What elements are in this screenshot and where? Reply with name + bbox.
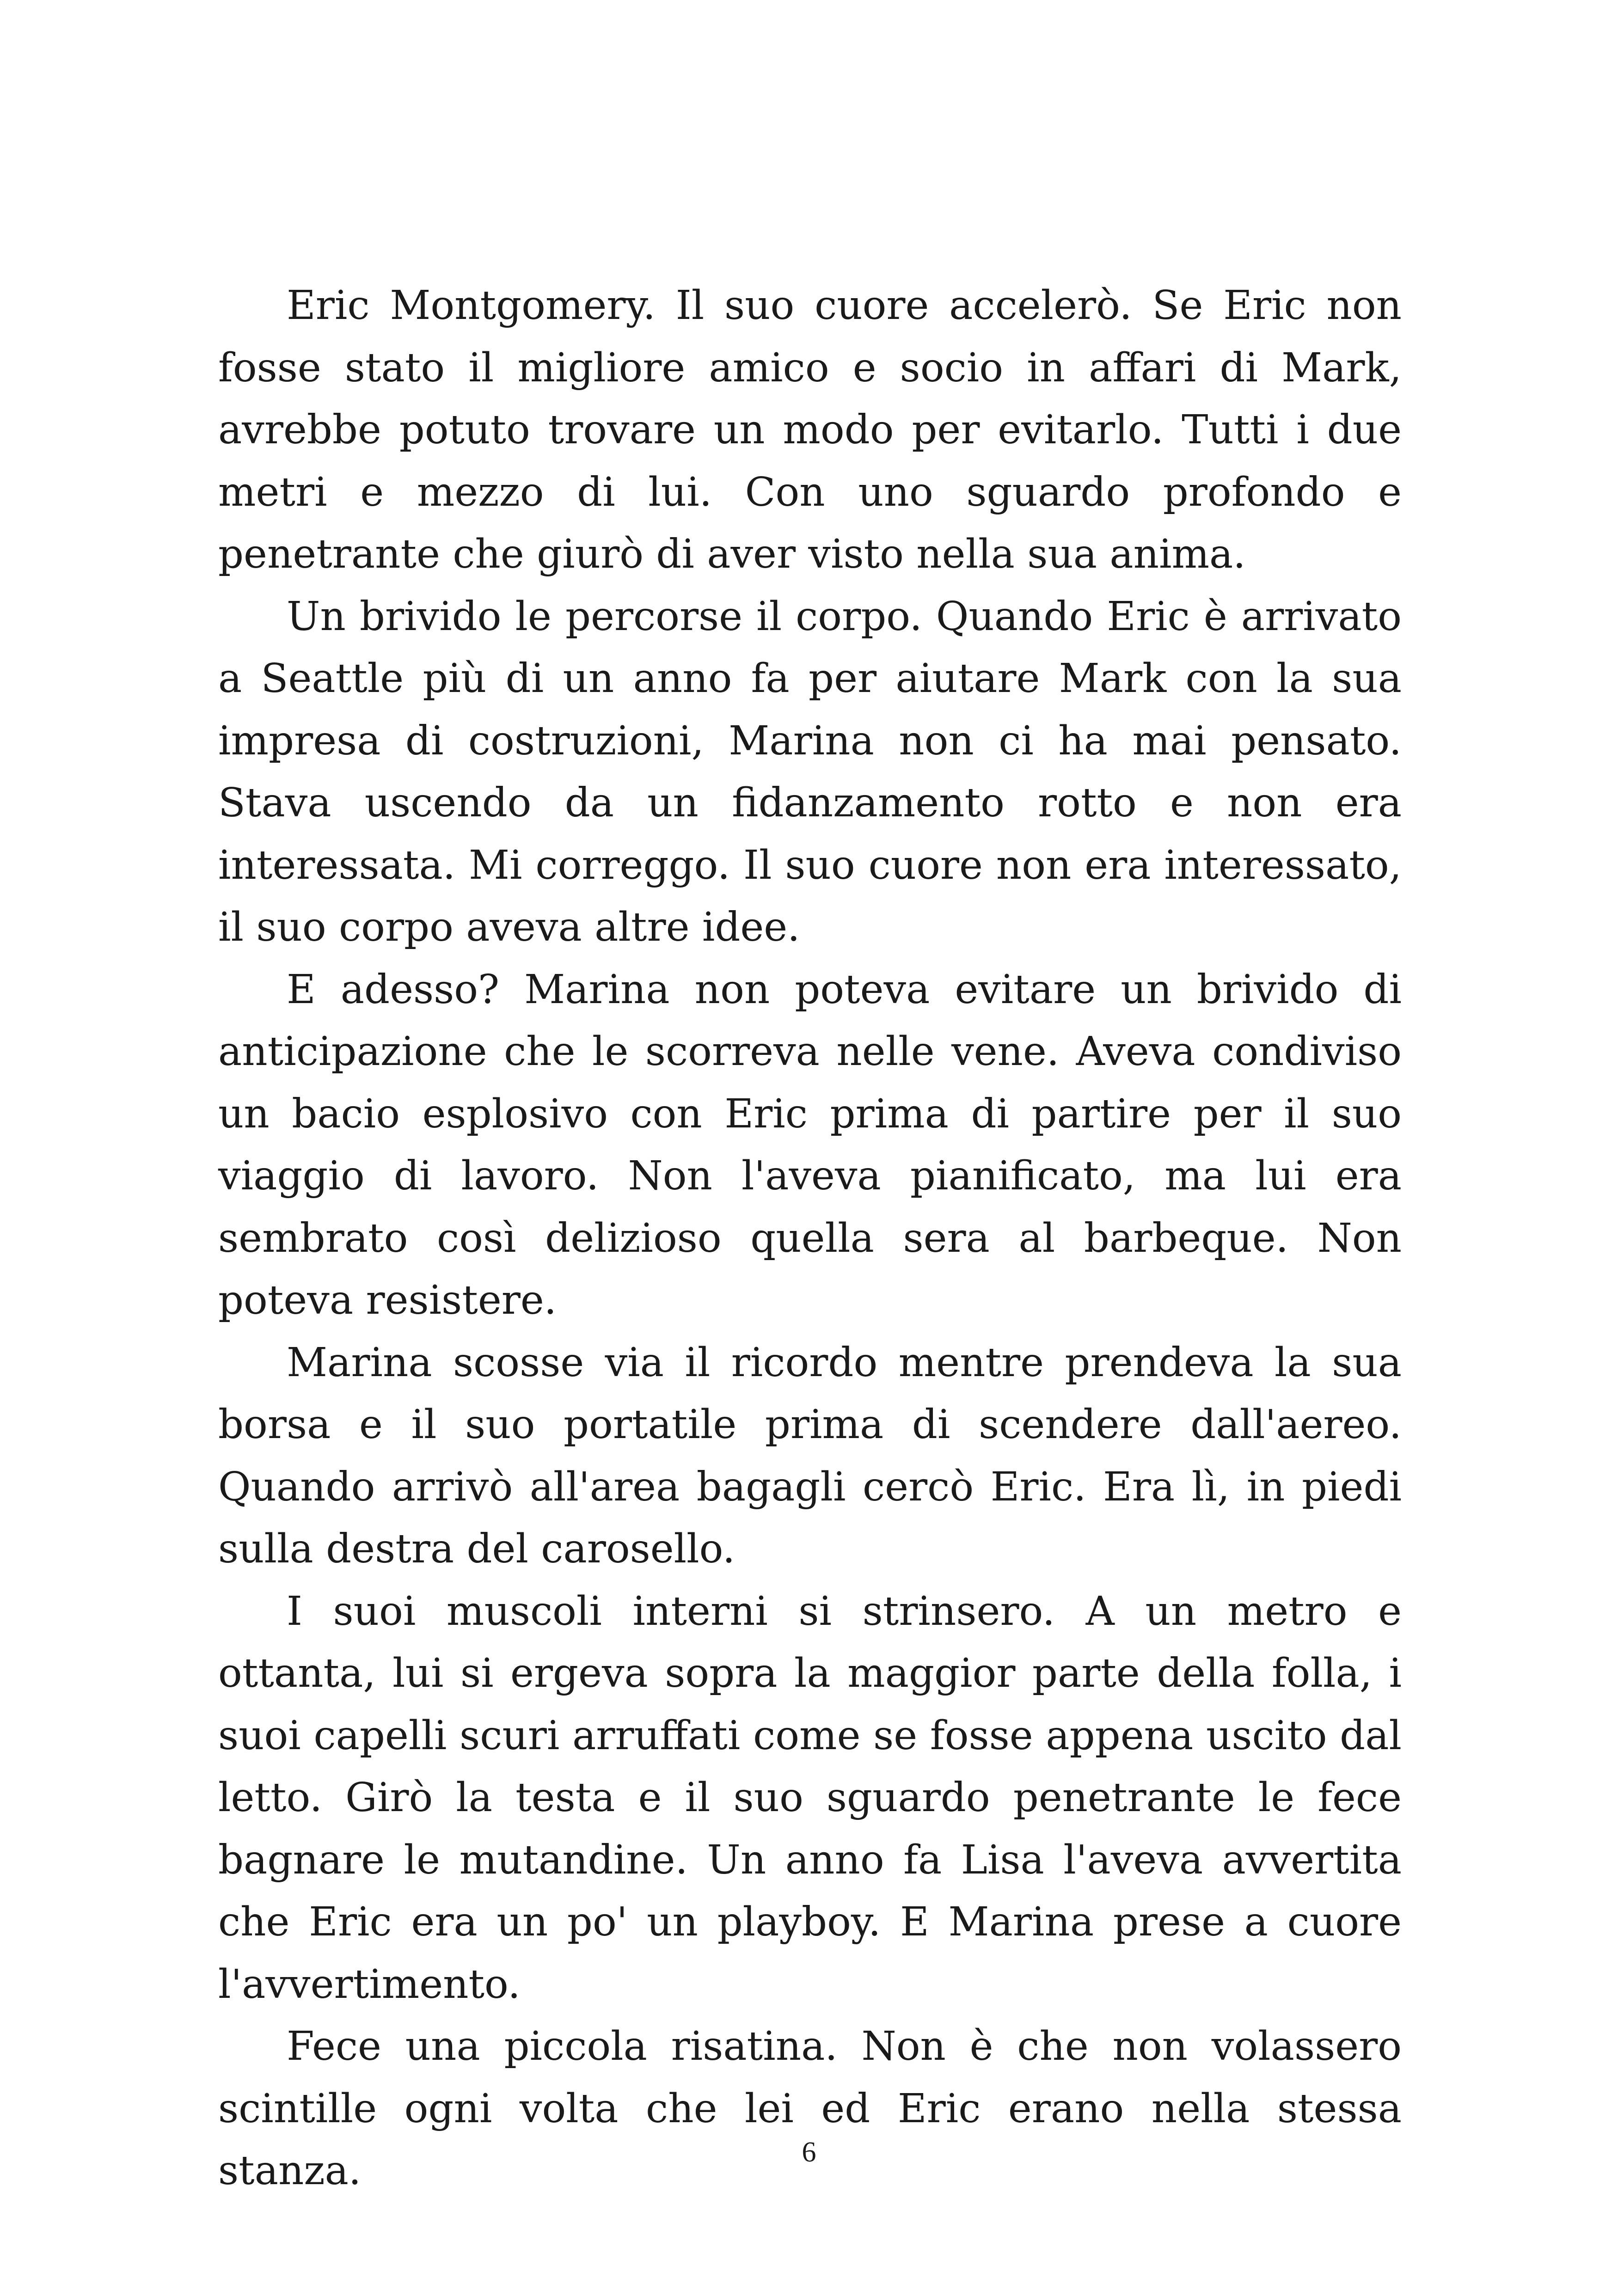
paragraph-2: Un brivido le percorse il corpo. Quando Eric è arrivato a Seattle più di un anno fa per aiutare Mark con la sua impresa di costruzioni, Marina non ci ha mai pensato. Stava uscendo da un fidanzamento rotto e non era interessata. Mi correggo. Il suo cuore non era interessato, il suo corpo aveva altre idee. <box>218 593 1402 950</box>
paragraph-3: E adesso? Marina non poteva evitare un brivido di anticipazione che le scorreva nelle vene. Aveva condiviso un bacio esplosivo con Eric prima di partire per il suo viaggio di lavoro. Non l'aveva pianificato, ma lui era sembrato così delizioso quella sera al barbeque. Non poteva resistere. <box>218 966 1402 1323</box>
page-number: 6 <box>802 2137 816 2168</box>
body-text <box>218 275 1402 2202</box>
paragraph-6: Fece una piccola risatina. Non è che non volassero scintille ogni volta che lei ed Eric erano nella stessa stanza. <box>218 2023 1402 2194</box>
paragraph-4: Marina scosse via il ricordo mentre prendeva la sua borsa e il suo portatile prima di scendere dall'aereo. Quando arrivò all'area bagagli cercò Eric. Era lì, in piedi sulla destra del carosello. <box>218 1339 1402 1572</box>
paragraph-1: Eric Montgomery. Il suo cuore accelerò. Se Eric non fosse stato il migliore amico e socio in affari di Mark, avrebbe potuto trovare un modo per evitarlo. Tutti i due metri e mezzo di lui. Con uno sguardo profondo e penetrante che giurò di aver visto nella sua anima. <box>218 282 1402 577</box>
paragraph-5: I suoi muscoli interni si strinsero. A un metro e ottanta, lui si ergeva sopra la maggior parte della folla, i suoi capelli scuri arruffati come se fosse appena uscito dal letto. Girò la testa e il suo sguardo penetrante le fece bagnare le mutandine. Un anno fa Lisa l'aveva avvertita che Eric era un po' un playboy. E Marina prese a cuore l'avvertimento. <box>218 1588 1402 2008</box>
